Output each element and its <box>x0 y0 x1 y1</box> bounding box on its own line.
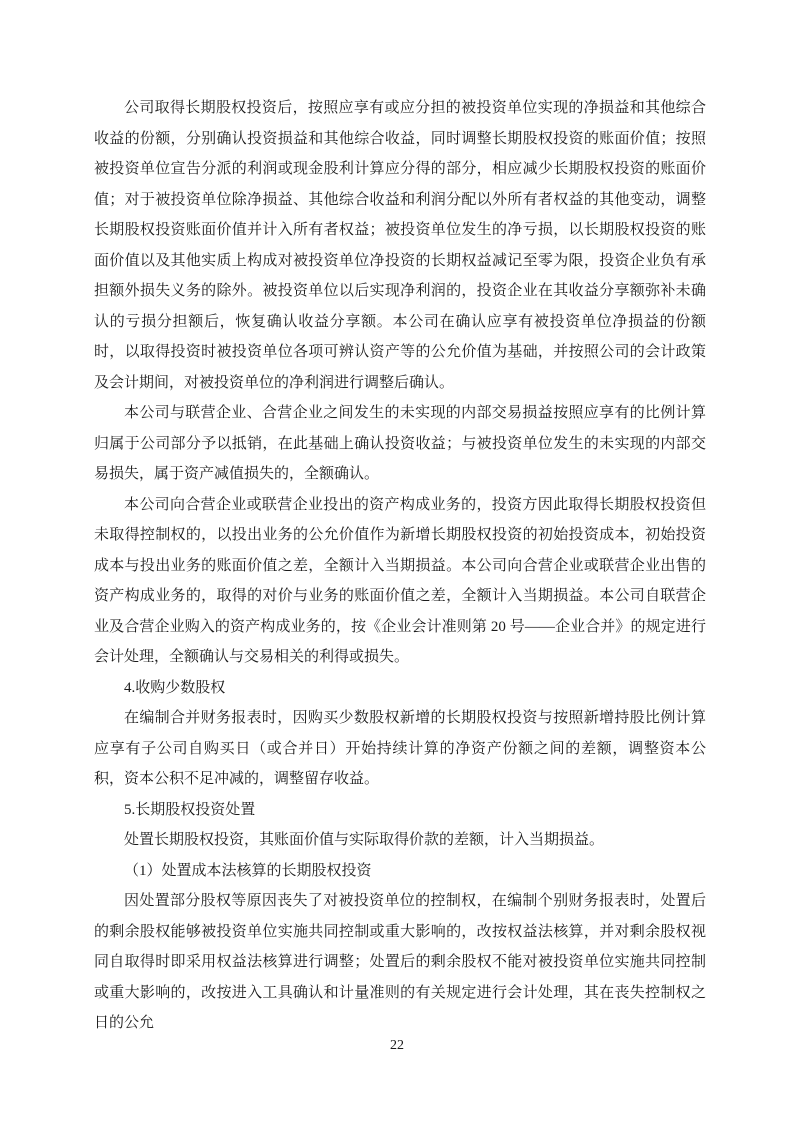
paragraph: 本公司与联营企业、合营企业之间发生的未实现的内部交易损益按照应享有的比例计算归属于公司部分予以抵销，在此基础上确认投资收益；与被投资单位发生的未实现的内部交易损失，属于资产减值损失的，全额确认。 <box>94 405 706 482</box>
paragraph: 公司取得长期股权投资后，按照应享有或应分担的被投资单位实现的净损益和其他综合收益的份额，分别确认投资损益和其他综合收益，同时调整长期股权投资的账面价值；按照被投资单位宣告分派的利润或现金股利计算应分得的部分，相应减少长期股权投资的账面价值；对于被投资单位除净损益、其他综合收益和利润分配以外所有者权益的其他变动，调整长期股权投资账面价值并计入所有者权益；被投资单位发生的净亏损，以长期股权投资的账面价值以及其他实质上构成对被投资单位净投资的长期权益减记至零为限，投资企业负有承担额外损失义务的除外。被投资单位以后实现净利润的，投资企业在其收益分享额弥补未确认的亏损分担额后，恢复确认收益分享额。本公司在确认应享有被投资单位净损益的份额时，以取得投资时被投资单位各项可辨认资产等的公允价值为基础，并按照公司的会计政策及会计期间，对被投资单位的净利润进行调整后确认。 <box>94 100 706 391</box>
paragraph: 处置长期股权投资，其账面价值与实际取得价款的差额，计入当期损益。 <box>124 832 605 848</box>
paragraph: 本公司向合营企业或联营企业投出的资产构成业务的，投资方因此取得长期股权投资但未取得控制权的，以投出业务的公允价值作为新增长期股权投资的初始投资成本，初始投资成本与投出业务的账面价值之差，全额计入当期损益。本公司向合营企业或联营企业出售的资产构成业务的，取得的对价与业务的账面价值之差，全额计入当期损益。本公司自联营企业及合营企业购入的资产构成业务的，按《企业会计准则第 20 号——企业合并》的规定进行会计处理，全额确认与交易相关的利得或损失。 <box>94 496 706 665</box>
section-heading: （1）处置成本法核算的长期股权投资 <box>124 862 372 879</box>
page-number: 22 <box>390 1038 404 1053</box>
section-heading: 4.收购少数股权 <box>124 679 226 696</box>
paragraph: 因处置部分股权等原因丧失了对被投资单位的控制权，在编制个别财务报表时，处置后的剩余股权能够被投资单位实施共同控制或重大影响的，改按权益法核算，并对剩余股权视同自取得时即采用权益法核算进行调整；处置后的剩余股权不能对被投资单位实施共同控制或重大影响的，改按进入工具确认和计量准则的有关规定进行会计处理，其在丧失控制权之日的公允 <box>94 893 706 1031</box>
paragraph: 在编制合并财务报表时，因购买少数股权新增的长期股权投资与按照新增持股比例计算应享有子公司自购买日（或合并日）开始持续计算的净资产份额之间的差额，调整资本公积，资本公积不足冲减的，调整留存收益。 <box>94 710 706 787</box>
page-body <box>94 93 706 1039</box>
section-heading: 5.长期股权投资处置 <box>124 801 256 818</box>
